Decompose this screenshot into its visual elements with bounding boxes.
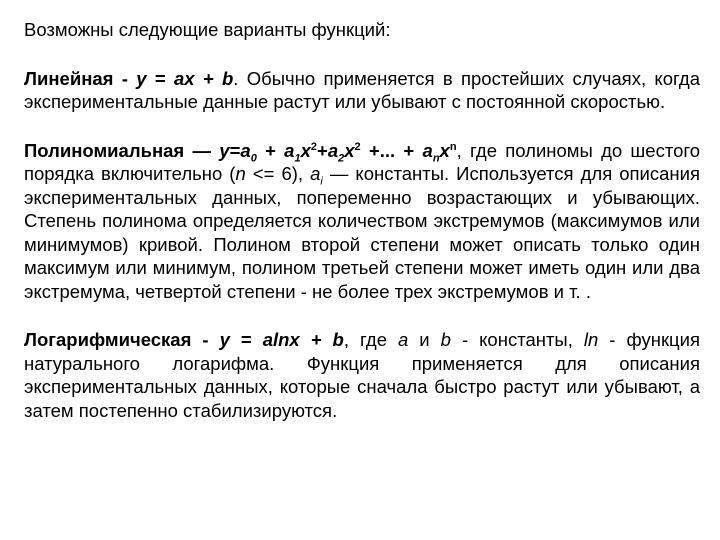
polynomial-description: — константы. Используется для описания экспериментальных данных, попеременно возрастающих и убывающих. Степень полинома определяется количеством экстремумов (максимумов или минимумов) кривой. Полином второй степени может описать только один максимум или минимум, полином третьей степени может иметь один или два экстремума, четвертой степени - не более трех экстремумов и т. . <box>24 163 700 302</box>
polynomial-text1: , где полиномы до шестого порядка включительно ( <box>24 139 700 184</box>
polynomial-a1: a <box>284 139 295 161</box>
linear-formula: ax + b <box>173 67 234 89</box>
logarithmic-text1: , где <box>343 329 398 350</box>
logarithmic-a: a <box>398 329 409 350</box>
polynomial-text2: <= 6), <box>245 163 311 184</box>
polynomial-an-sub: n <box>432 152 440 165</box>
polynomial-eq: = <box>229 139 241 161</box>
slide-content <box>24 18 700 422</box>
logarithmic-paragraph <box>24 328 700 422</box>
polynomial-ellipsis: +... + <box>360 139 423 161</box>
linear-paragraph <box>24 67 700 114</box>
linear-eq: = <box>146 67 174 89</box>
polynomial-a1-sub: 1 <box>294 152 301 165</box>
linear-name: Линейная <box>24 67 114 89</box>
polynomial-xn-sup: n <box>449 140 457 153</box>
logarithmic-y: y <box>219 329 230 350</box>
polynomial-dash: — <box>184 139 220 161</box>
logarithmic-name: Логарифмическая <box>24 329 192 350</box>
logarithmic-formula: alnx + b <box>262 329 344 350</box>
polynomial-name: Полиномиальная <box>24 139 185 161</box>
polynomial-plus1: + <box>256 139 285 161</box>
logarithmic-text3: - константы, <box>450 329 584 350</box>
polynomial-x1: x <box>300 139 311 161</box>
polynomial-ai-sub: i <box>320 175 323 188</box>
logarithmic-text2: и <box>408 329 441 350</box>
logarithmic-dash: - <box>191 329 220 350</box>
logarithmic-eq: = <box>229 329 263 350</box>
logarithmic-description: - функция натурального логарифма. Функция применяется для описания экспериментальных данных, которые сначала быстро растут или убывают, а затем постепенно стабилизируются. <box>24 329 700 421</box>
polynomial-an: a <box>422 139 433 161</box>
polynomial-x2-sup: 2 <box>354 140 361 153</box>
linear-y: y <box>136 67 147 89</box>
logarithmic-ln: ln <box>583 329 599 350</box>
polynomial-x1-sup: 2 <box>310 140 318 153</box>
polynomial-x2: x <box>344 139 355 161</box>
linear-dash: - <box>113 67 137 89</box>
polynomial-a0: a <box>240 139 251 161</box>
polynomial-a2: a <box>327 139 339 161</box>
polynomial-n: n <box>235 163 246 184</box>
polynomial-plus2: + <box>317 139 328 161</box>
polynomial-ai: a <box>310 163 321 184</box>
polynomial-a2-sub: 2 <box>338 152 345 165</box>
intro-text: Возможны следующие варианты функций: <box>24 19 391 40</box>
linear-description: . Обычно применяется в простейших случаях, когда экспериментальные данные растут или убывают с постоянной скоростью. <box>24 67 700 112</box>
polynomial-xn: x <box>439 139 450 161</box>
polynomial-a0-sub: 0 <box>250 152 257 165</box>
logarithmic-b: b <box>440 329 451 350</box>
polynomial-paragraph <box>24 139 700 304</box>
polynomial-y: y <box>219 139 230 161</box>
